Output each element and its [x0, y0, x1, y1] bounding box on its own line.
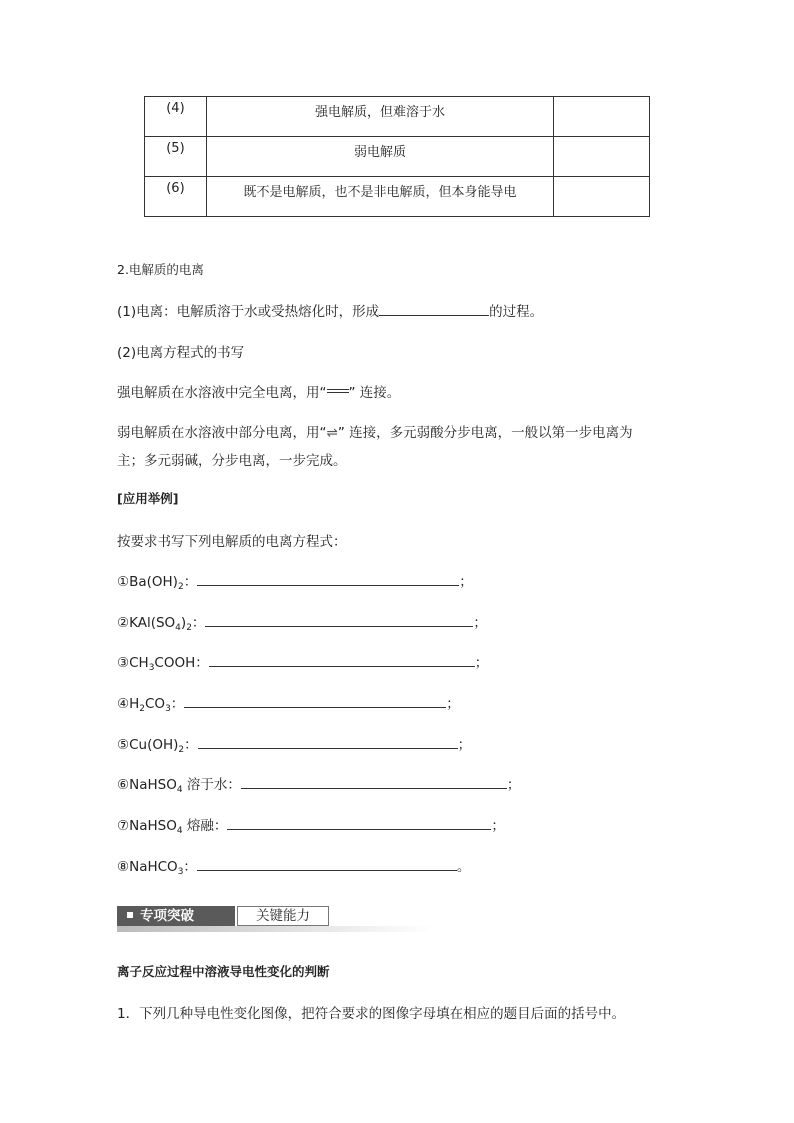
answer-blank[interactable] — [241, 776, 507, 789]
item-end-punct: ； — [457, 737, 472, 753]
example-intro: 按要求书写下列电解质的电离方程式： — [117, 534, 347, 550]
item-label: ⑥NaHSO — [117, 777, 177, 793]
item-label: ) — [180, 615, 187, 631]
subscript: 3 — [177, 867, 184, 877]
example-heading: [应用举例] — [117, 491, 179, 506]
paragraph-text: 弱电解质在水溶液中部分电离，用“ — [117, 425, 327, 441]
item-end-punct: ； — [459, 574, 473, 590]
row-number: (4) — [145, 97, 207, 137]
square-bullet-icon — [127, 912, 133, 918]
fill-blank[interactable] — [379, 303, 489, 316]
banner-gradient-bar — [117, 926, 433, 932]
paragraph-equation-writing: (2)电离方程式的书写 — [117, 345, 245, 361]
item-label: ⑧NaHCO — [117, 859, 178, 875]
item-end-punct: ； — [473, 615, 487, 631]
example-item — [117, 773, 520, 795]
subscript: 4 — [175, 623, 181, 633]
subscript: 2 — [178, 745, 185, 755]
item-label: 溶于水： — [182, 777, 241, 793]
subscript: 4 — [176, 826, 183, 836]
row-number: (6) — [145, 177, 207, 217]
answer-blank[interactable] — [209, 654, 475, 667]
paragraph-text: ” 连接。 — [348, 385, 401, 401]
answer-blank[interactable] — [227, 817, 491, 830]
answer-blank[interactable] — [205, 614, 473, 627]
banner-dark-label: 专项突破 — [140, 908, 194, 924]
row-answer-cell[interactable] — [554, 177, 650, 217]
item-end-punct: ； — [506, 777, 521, 793]
paragraph-ionization — [117, 300, 543, 320]
answer-blank[interactable] — [198, 736, 458, 749]
subscript: 4 — [176, 785, 183, 795]
item-end-punct: ； — [446, 696, 460, 712]
answer-blank[interactable] — [184, 695, 446, 708]
item-label: CO — [145, 696, 166, 712]
row-description: 强电解质，但难溶于水 — [206, 97, 553, 137]
subscript: 3 — [148, 663, 155, 673]
item-label: ： — [184, 737, 198, 753]
answer-blank[interactable] — [197, 858, 457, 871]
item-end-punct: ； — [491, 818, 505, 834]
item-end-punct: 。 — [456, 859, 471, 875]
subscript: 2 — [177, 582, 184, 592]
item-label: ： — [183, 574, 198, 590]
paragraph-text: 的过程。 — [489, 304, 544, 320]
subscript: 3 — [165, 704, 171, 714]
item-label: ③CH — [117, 655, 149, 671]
electrolyte-table — [144, 96, 650, 217]
row-answer-cell[interactable] — [554, 137, 650, 177]
banner-dark-tab — [117, 906, 235, 926]
item-label: ⑦NaHSO — [117, 818, 177, 834]
example-item — [117, 692, 460, 714]
paragraph-text: (1)电离：电解质溶于水或受热熔化时，形成 — [117, 304, 380, 320]
table-row — [145, 97, 650, 137]
item-label: ②KAl(SO — [117, 615, 176, 631]
topic-heading: 离子反应过程中溶液导电性变化的判断 — [117, 964, 330, 979]
question-1: 1．下列几种导电性变化图像，把符合要求的图像字母填在相应的题目后面的括号中。 — [117, 1006, 626, 1022]
item-label: ⑤Cu(OH) — [117, 737, 179, 753]
table-row — [145, 137, 650, 177]
example-item — [117, 855, 470, 877]
item-label: ： — [170, 696, 185, 712]
reversible-arrow-icon: ⇌ — [326, 425, 338, 441]
row-number: (5) — [145, 137, 207, 177]
row-description: 弱电解质 — [206, 137, 553, 177]
equal-sign-symbol — [327, 389, 349, 393]
item-label: COOH： — [154, 655, 209, 671]
subscript: 2 — [186, 623, 192, 633]
row-description: 既不是电解质，也不是非电解质，但本身能导电 — [206, 177, 553, 217]
subscript: 2 — [139, 704, 145, 714]
table-row — [145, 177, 650, 217]
item-label: ④H — [117, 696, 140, 712]
example-item — [117, 611, 487, 633]
example-item — [117, 733, 471, 755]
example-item — [117, 814, 505, 836]
item-label: ①Ba(OH) — [117, 574, 178, 590]
item-label: ： — [183, 859, 197, 875]
item-label: ： — [191, 615, 206, 631]
paragraph-weak-electrolyte — [117, 421, 633, 441]
paragraph-text: 强电解质在水溶液中完全电离，用“ — [117, 385, 327, 401]
paragraph-text: ” 连接，多元弱酸分步电离，一般以第一步电离为 — [337, 425, 633, 441]
answer-blank[interactable] — [197, 573, 459, 586]
example-item — [117, 570, 473, 592]
item-label: 熔融： — [182, 818, 228, 834]
section-banner — [117, 902, 433, 930]
banner-light-tab: 关键能力 — [237, 906, 329, 926]
item-end-punct: ； — [474, 655, 489, 671]
example-item — [117, 651, 488, 673]
section-heading: 2.电解质的电离 — [117, 262, 204, 277]
paragraph-weak-electrolyte-cont: 主；多元弱碱，分步电离，一步完成。 — [117, 453, 347, 469]
paragraph-strong-electrolyte — [117, 381, 400, 401]
row-answer-cell[interactable] — [554, 97, 650, 137]
